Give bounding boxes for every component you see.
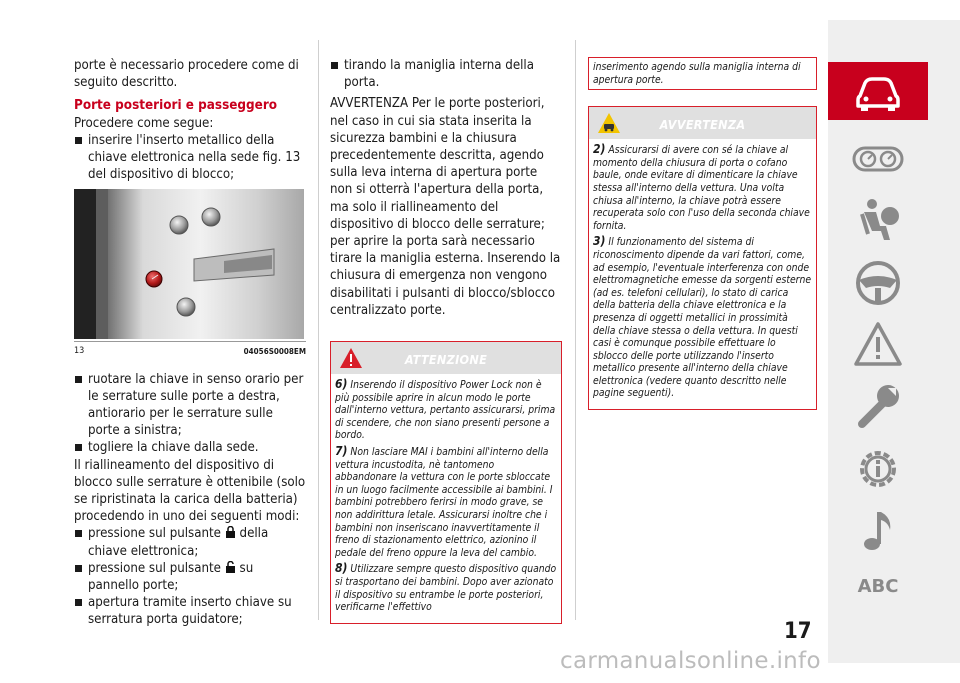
note-3-text: Il funzionamento del sistema di riconoscimento dipende da vari fattori, come, ad esempio, l'eventuale interferenza con onde elettromagnetiche emesse da sorgenti esterne (ad es. telefoni cellulari), lo stato di carica della batteria della chiave elettronica e la presenza di oggetti metallici in prossimità della chiave stessa o della vettura. In questi casi è comunque possibile effettuare lo sblocco delle porte utilizzando l'inserto metallico presente all'interno della chiave elettronica (vedere quanto descritto nelle pagine seguenti).: [593, 236, 812, 400]
figure-code: 04056S0008EM: [243, 347, 306, 357]
car-icon[interactable]: [850, 66, 906, 116]
note-7: [335, 445, 557, 559]
mode-3: apertura tramite inserto chiave su serratura porta guidatore;: [74, 594, 306, 628]
lock-icon: [225, 526, 236, 538]
music-note-icon[interactable]: [850, 506, 906, 556]
note-8-number: 8): [335, 561, 348, 576]
note-8-text: Utilizzare sempre questo dispositivo quando si trasportano dei bambini. Dopo aver azionato il dispositivo su entrambe le porte posteriori, verificarne l'effettivo: [335, 563, 557, 614]
continued-note-text: inserimento agendo sulla maniglia interna di apertura porte.: [593, 61, 801, 86]
note-2: [593, 143, 812, 232]
page-number: 17: [784, 619, 812, 644]
mode-2-text-a: pressione sul pulsante: [88, 560, 221, 576]
attention-header: [331, 342, 561, 374]
column-1: [74, 57, 306, 629]
warning-body: [589, 139, 816, 409]
dashboard-icon[interactable]: [850, 134, 906, 184]
step-1: inserire l'inserto metallico della chiave elettronica nella sede fig. 13 del dispositivo di blocco;: [74, 132, 306, 184]
mode-1-text-b: della chiave elettronica;: [88, 526, 269, 559]
attention-body: [331, 374, 561, 623]
column-3: [588, 57, 817, 410]
intro-paragraph: porte è necessario procedere come di seguito descritto.: [74, 58, 299, 91]
figure-caption: [74, 341, 306, 360]
mode-2-text-b: su pannello porte;: [88, 560, 254, 594]
note-6-text: Inserendo il dispositivo Power Lock non è più possibile aprire in alcun modo le porte dall'interno vettura, pertanto assicurarsi, prima di scendere, che non siano presenti persone a bordo.: [335, 379, 556, 442]
step-4: tirando la maniglia interna della porta.: [330, 57, 562, 91]
step-2: ruotare la chiave in senso orario per le serrature sulle porte a destra, antiorario per le serrature sulle porte a sinistra;: [74, 371, 306, 440]
attention-box: [330, 341, 562, 624]
abc-icon[interactable]: ABC: [857, 576, 899, 597]
step-3: togliere la chiave dalla sede.: [74, 439, 306, 456]
note-7-number: 7): [335, 444, 348, 459]
warning-header: [589, 107, 816, 139]
mode-1: [74, 525, 306, 559]
continued-note-box: [588, 57, 817, 90]
mode-2: [74, 560, 306, 594]
procedure-intro: Procedere come segue:: [74, 115, 214, 131]
watermark: carmanualsonline.info: [560, 648, 821, 674]
warning-box: [588, 106, 817, 410]
airbag-icon[interactable]: [850, 196, 906, 246]
note-6: [335, 378, 557, 442]
note-7-text: Non lasciare MAI i bambini all'interno della vettura incustodita, nè tantomeno abbandonare la vettura con le porte sbloccate in un luogo facilmente accessibile ai bambini. I bambini potrebbero ferirsi in modo grave, se non addirittura letale. Assicurarsi inoltre che i bambini non inseriscano inavvertitamente il freno di stazionamento elettrico, azionino il pedale del freno oppure la leva del cambio.: [335, 446, 553, 559]
chapter-sidebar: [828, 20, 960, 663]
note-3-number: 3): [593, 234, 606, 249]
warning-paragraph: AVVERTENZA Per le porte posteriori, nel caso in cui sia stata inserita la sicurezza bambini e la chiusura precedentemente descritta, agendo sulla leva interna di apertura porte non si otterrà l'apertura della porta, ma solo il riallineamento del dispositivo di blocco delle serrature; per aprire la porta sarà necessario tirare la maniglia esterna. Inserendo la chiusura di emergenza non vengono disabilitati i pulsanti di blocco/sblocco centralizzato porte.: [330, 96, 561, 318]
note-6-number: 6): [335, 377, 348, 392]
attention-title: ATTENZIONE: [404, 352, 488, 368]
section-title: Porte posteriori e passeggero: [74, 98, 278, 114]
note-2-number: 2): [593, 142, 606, 157]
note-3: [593, 235, 812, 400]
steering-wheel-icon[interactable]: [850, 258, 906, 308]
column-2: [330, 57, 562, 624]
column-divider-1: [318, 40, 319, 620]
gear-info-icon[interactable]: [850, 444, 906, 494]
mode-1-text-a: pressione sul pulsante: [88, 526, 221, 542]
warning-triangle-icon[interactable]: [850, 320, 906, 370]
note-8: [335, 562, 557, 613]
door-lock-figure: [74, 189, 304, 339]
warning-title: AVVERTENZA: [659, 117, 746, 133]
column-divider-2: [575, 40, 576, 620]
note-2-text: Assicurarsi di avere con sé la chiave al momento della chiusura di porta o cofano baule, onde evitare di dimenticare la chiave stessa all'interno della vettura. Una volta chiusa all'interno, la chiave potrà essere recuperata solo con l'uso della seconda chiave fornita.: [593, 144, 810, 232]
restore-paragraph: Il riallineamento del dispositivo di blocco sulle serrature è ottenibile (solo se ripristinata la carica della batteria) procedendo in uno dei seguenti modi:: [74, 457, 306, 525]
wrench-icon[interactable]: [850, 380, 906, 430]
door-lock-illustration: [74, 189, 304, 339]
unlock-icon: [225, 561, 236, 573]
figure-number: 13: [74, 346, 85, 357]
